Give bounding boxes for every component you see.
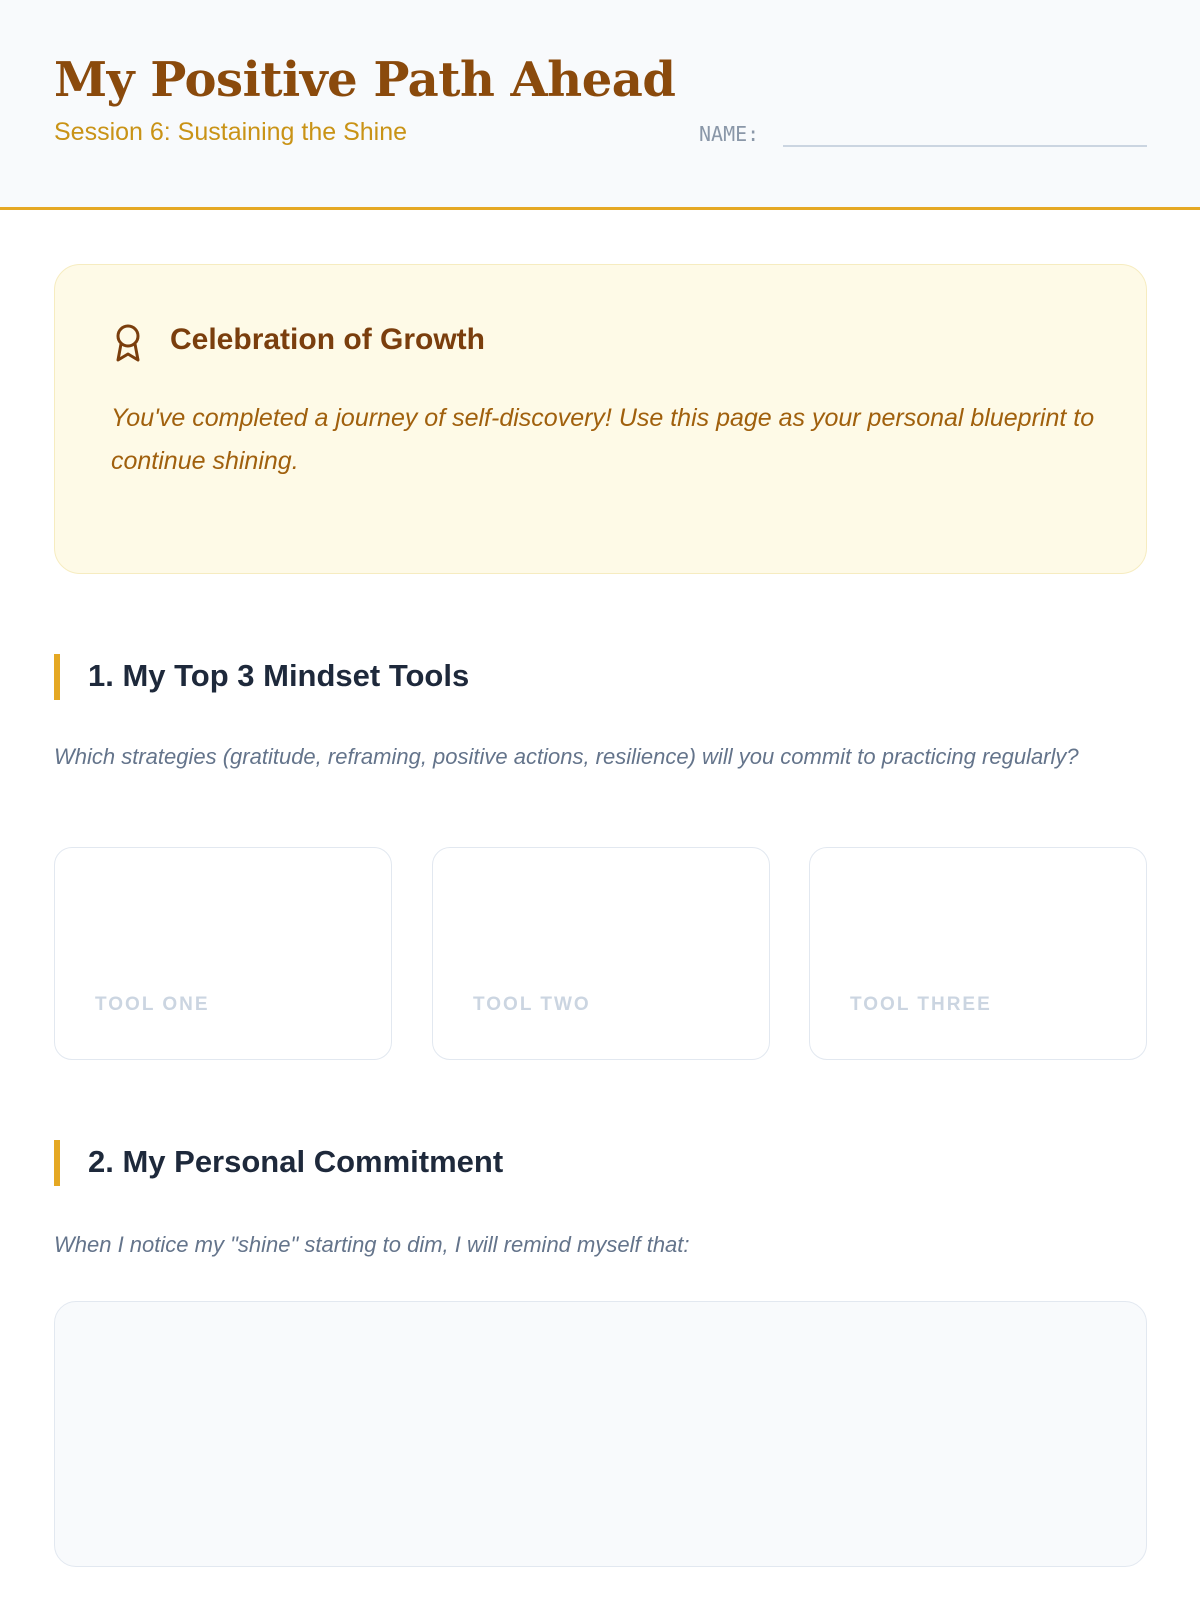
commitment-textarea[interactable]	[54, 1301, 1147, 1567]
section-1-heading	[54, 654, 954, 700]
tool-three-label: TOOL THREE	[850, 994, 992, 1015]
tool-one-label: TOOL ONE	[95, 994, 210, 1015]
name-label: NAME:	[699, 122, 760, 146]
section-2-prompt: When I notice my "shine" starting to dim, I will remind myself that:	[54, 1232, 690, 1257]
award-ribbon-icon	[111, 323, 145, 363]
section-2-title: 2. My Personal Commitment	[88, 1144, 504, 1179]
section-accent-bar	[54, 654, 60, 700]
page-header	[0, 0, 1200, 210]
celebration-callout	[54, 264, 1147, 574]
tool-three-box[interactable]	[809, 847, 1147, 1060]
tool-two-box[interactable]	[432, 847, 770, 1060]
callout-title: Celebration of Growth	[170, 323, 485, 356]
callout-text: You've completed a journey of self-discovery! Use this page as your personal blueprint to continue shining.	[111, 404, 1095, 475]
name-field[interactable]	[783, 145, 1147, 147]
tool-one-box[interactable]	[54, 847, 392, 1060]
section-2-heading	[54, 1140, 954, 1186]
page-title: My Positive Path Ahead	[54, 52, 676, 108]
section-accent-bar	[54, 1140, 60, 1186]
session-subtitle: Session 6: Sustaining the Shine	[54, 118, 408, 146]
section-1-prompt: Which strategies (gratitude, reframing, positive actions, resilience) will you commit to practicing regularly?	[54, 744, 1079, 769]
section-1-title: 1. My Top 3 Mindset Tools	[88, 658, 470, 693]
tool-two-label: TOOL TWO	[473, 994, 591, 1015]
